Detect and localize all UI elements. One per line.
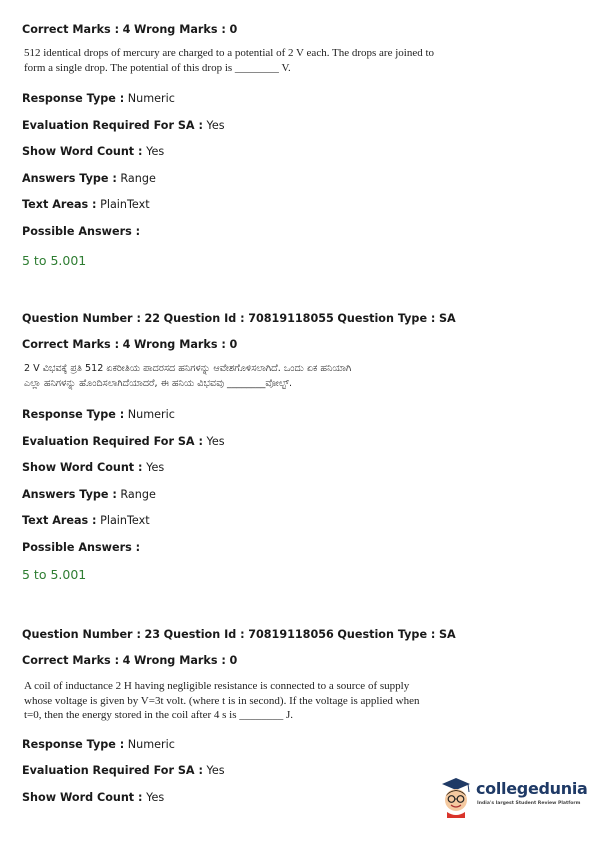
possible-answers-value-1: 5 to 5.001 (22, 253, 87, 268)
response-type-23: Response Type : Numeric (22, 738, 175, 751)
possible-answers-value-22: 5 to 5.001 (22, 567, 87, 582)
possible-answers-label-22: Possible Answers : (22, 541, 141, 554)
eval-sa-22: Evaluation Required For SA : Yes (22, 435, 225, 448)
eval-sa-1: Evaluation Required For SA : Yes (22, 119, 225, 132)
logo-wordmark: collegedunia (476, 779, 588, 798)
question-text-1: 512 identical drops of mercury are charged to a potential of 2 V each. The drops are joined to form a single drop. The potential of this drop is ________ V. (24, 47, 435, 74)
eval-sa-23: Evaluation Required For SA : Yes (22, 764, 225, 777)
response-type-22: Response Type : Numeric (22, 408, 175, 421)
graduate-mascot-icon (438, 776, 474, 818)
word-count-23: Show Word Count : Yes (22, 791, 165, 804)
answers-type-1: Answers Type : Range (22, 172, 156, 185)
marks-line-1: Correct Marks : 4 Wrong Marks : 0 (22, 23, 238, 36)
text-areas-1: Text Areas : PlainText (22, 198, 150, 211)
possible-answers-label-1: Possible Answers : (22, 225, 141, 238)
logo-tagline: India's largest Student Review Platform (477, 801, 581, 806)
question-text-23: A coil of inductance 2 H having negligible resistance is connected to a source of supply whose voltage is given by V=3t volt. (where t is in second). If the voltage is applied when t=0, then the energy stored in the coil after 4 s is ________ J. (24, 680, 420, 721)
question-header-23: Question Number : 23 Question Id : 70819118056 Question Type : SA (22, 628, 456, 641)
text-areas-22: Text Areas : PlainText (22, 514, 150, 527)
response-type-1: Response Type : Numeric (22, 92, 175, 105)
collegedunia-logo (438, 776, 588, 820)
word-count-1: Show Word Count : Yes (22, 145, 165, 158)
question-header-22: Question Number : 22 Question Id : 70819118055 Question Type : SA (22, 312, 456, 325)
question-text-22: 2 V ವಿಭವಕ್ಕೆ ಪ್ರತಿ 512 ಏಕರೀತಿಯ ಪಾದರಸದ ಹನಿಗಳನ್ನು ಆವೇಶಗೊಳಿಸಲಾಗಿದೆ. ಒಂದು ಏಕ ಹನಿಯಾಗಿ ಎಲ್ಲಾ ಹನಿಗಳನ್ನು ಹೊಂದಿಸಲಾಗಿದೆಯಾದರೆ, ಈ ಹನಿಯ ವಿಭವವು ________ವೋಲ್ಟ್. (24, 363, 352, 389)
marks-line-23: Correct Marks : 4 Wrong Marks : 0 (22, 654, 238, 667)
marks-line-22: Correct Marks : 4 Wrong Marks : 0 (22, 338, 238, 351)
answers-type-22: Answers Type : Range (22, 488, 156, 501)
word-count-22: Show Word Count : Yes (22, 461, 165, 474)
